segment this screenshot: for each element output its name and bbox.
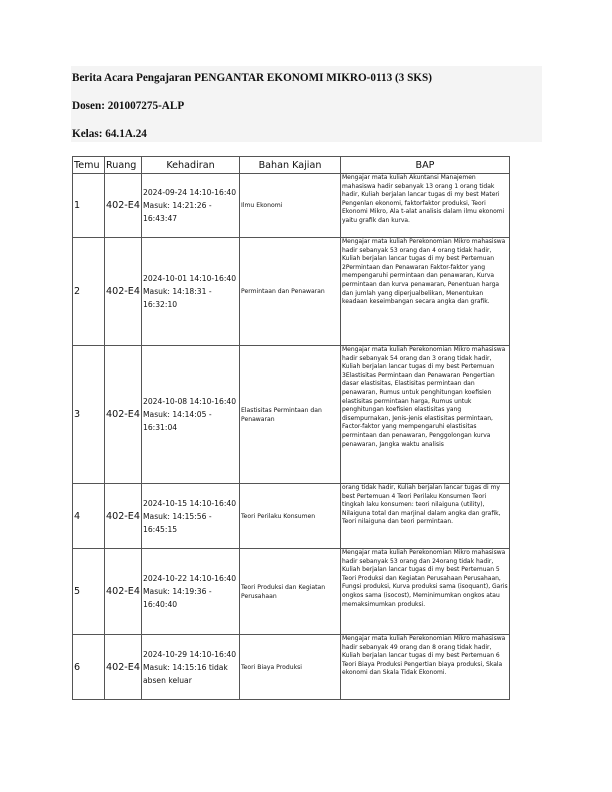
- schedule-time: 2024-10-08 14:10-16:40: [143, 397, 237, 406]
- cell-kehadiran: [142, 635, 240, 700]
- cell-kehadiran: [142, 549, 240, 635]
- cell-kehadiran: [142, 174, 240, 238]
- cell-temu: 1: [73, 174, 105, 238]
- schedule-time: 2024-10-22 14:10-16:40: [143, 574, 237, 583]
- attendance-time: Masuk: 14:18:31 - 16:32:10: [143, 287, 212, 309]
- lecturer-line: Dosen: 201007275-ALP: [72, 100, 185, 112]
- cell-bap: Mengajar mata kuliah Perekonomian Mikro mahasiswa hadir sebanyak 54 orang dan 3 orang tidak hadir, Kuliah berjalan lancar tugas di my best Pertemuan 3Elastisitas Permintaan dan Penawaran Pengertian dasar elastisitas, Elastisitas permintaan dan penawaran, Rumus untuk penghitungan koefisien elastisitas permintaan harga, Rumus untuk penghitungan koefisien elastisitas yang disempurnakan, Jenis-jenis elastisitas permintaan, Factor-faktor yang mempengaruhi elastisitas permintaan dan penawaran, Penggolongan kurva penawaran, Jangka waktu analisis: [341, 346, 510, 484]
- col-header-ruang: Ruang: [105, 157, 142, 174]
- cell-bap: Mengajar mata kuliah Akuntansi Manajemen mahasiswa hadir sebanyak 13 orang 1 orang tidak hadir, Kuliah berjalan lancar tugas di my best Materi Pengenlan ekonomi, faktorfaktor produksi, Teori Ekonomi Mikro, Ala t-alat analisis dalam ilmu ekonomi yaitu grafik dan kurva.: [341, 174, 510, 238]
- cell-bap: Mengajar mata kuliah Perekonomian Mikro mahasiswa hadir sebanyak 53 orang dan 24orang tidak hadir, Kuliah berjalan lancar tugas di my best Pertemuan 5 Teori Produksi dan Kegiatan Perusahaan Perusahaan, Fungsi produksi, Kurva produksi sama (isoquant), Garis ongkos sama (isocost), Meminimumkan ongkos atau memaksimumkan produksi.: [341, 549, 510, 635]
- cell-kehadiran: [142, 484, 240, 549]
- cell-bahan-kajian: Teori Biaya Produksi: [240, 635, 341, 700]
- document-title: Berita Acara Pengajaran PENGANTAR EKONOMI MIKRO-0113 (3 SKS): [72, 72, 432, 84]
- table-row: [73, 484, 510, 549]
- cell-kehadiran: [142, 238, 240, 346]
- bap-table: [72, 156, 510, 700]
- cell-bahan-kajian: Ilmu Ekonomi: [240, 174, 341, 238]
- cell-ruang: 402-E4: [105, 238, 142, 346]
- schedule-time: 2024-09-24 14:10-16:40: [143, 188, 237, 197]
- cell-temu: 4: [73, 484, 105, 549]
- schedule-time: 2024-10-15 14:10-16:40: [143, 498, 237, 508]
- cell-ruang: 402-E4: [105, 484, 142, 549]
- schedule-time: 2024-10-01 14:10-16:40: [143, 274, 237, 283]
- cell-bahan-kajian: Teori Produksi dan Kegiatan Perusahaan: [240, 549, 341, 635]
- table-row: [73, 238, 510, 346]
- attendance-time: Masuk: 14:19:36 - 16:40:40: [143, 587, 212, 609]
- cell-temu: 6: [73, 635, 105, 700]
- cell-ruang: 402-E4: [105, 635, 142, 700]
- schedule-time: 2024-10-29 14:10-16:40: [143, 649, 237, 659]
- cell-bahan-kajian: Permintaan dan Penawaran: [240, 238, 341, 346]
- table-row: [73, 346, 510, 484]
- table-header-row: [73, 157, 510, 174]
- class-line: Kelas: 64.1A.24: [72, 128, 147, 140]
- cell-temu: 2: [73, 238, 105, 346]
- cell-temu: 3: [73, 346, 105, 484]
- attendance-time: Masuk: 14:15:16 tidak absen keluar: [143, 662, 228, 685]
- table-row: [73, 635, 510, 700]
- cell-ruang: 402-E4: [105, 346, 142, 484]
- cell-bap: Mengajar mata kuliah Perekonomian Mikro mahasiswa hadir sebanyak 53 orang dan 4 orang tidak hadir, Kuliah berjalan lancar tugas di my best Pertemuan 2Permintaan dan Penawaran Faktor-faktor yang mempengaruhi permintaan dan penawaran, Kurva permintaan dan kurva penawaran, Penentuan harga dan jumlah yang diperjualbelikan, Menentukan keadaan keseimbangan secara angka dan grafik.: [341, 238, 510, 346]
- cell-bahan-kajian: Teori Perilaku Konsumen: [240, 484, 341, 549]
- cell-bap: orang tidak hadir, Kuliah berjalan lancar tugas di my best Pertemuan 4 Teori Perilaku Konsumen Teori tingkah laku konsumen: teori nilaiguna (utility), Nilaiguna total dan marjinal dalam angka dan grafik, Teori nilaiguna dan teori permintaan.: [341, 484, 510, 549]
- col-header-temu: Temu: [73, 157, 105, 174]
- cell-kehadiran: [142, 346, 240, 484]
- attendance-time: Masuk: 14:14:05 - 16:31:04: [143, 410, 212, 432]
- cell-bap: Mengajar mata kuliah Perekonomian Mikro mahasiswa hadir sebanyak 49 orang dan 8 orang tidak hadir, Kuliah berjalan lancar tugas di my best Pertemuan 6 Teori Biaya Produksi Pengertian biaya produksi, Skala ekonomi dan Skala Tidak Ekonomi.: [341, 635, 510, 700]
- table-row: [73, 549, 510, 635]
- cell-bahan-kajian: Elastisitas Permintaan dan Penawaran: [240, 346, 341, 484]
- cell-ruang: 402-E4: [105, 174, 142, 238]
- attendance-time: Masuk: 14:21:26 - 16:43:47: [143, 201, 212, 223]
- cell-temu: 5: [73, 549, 105, 635]
- table-row: [73, 174, 510, 238]
- col-header-bahan-kajian: Bahan Kajian: [240, 157, 341, 174]
- col-header-bap: BAP: [341, 157, 510, 174]
- cell-ruang: 402-E4: [105, 549, 142, 635]
- col-header-kehadiran: Kehadiran: [142, 157, 240, 174]
- attendance-time: Masuk: 14:15:56 - 16:45:15: [143, 511, 212, 534]
